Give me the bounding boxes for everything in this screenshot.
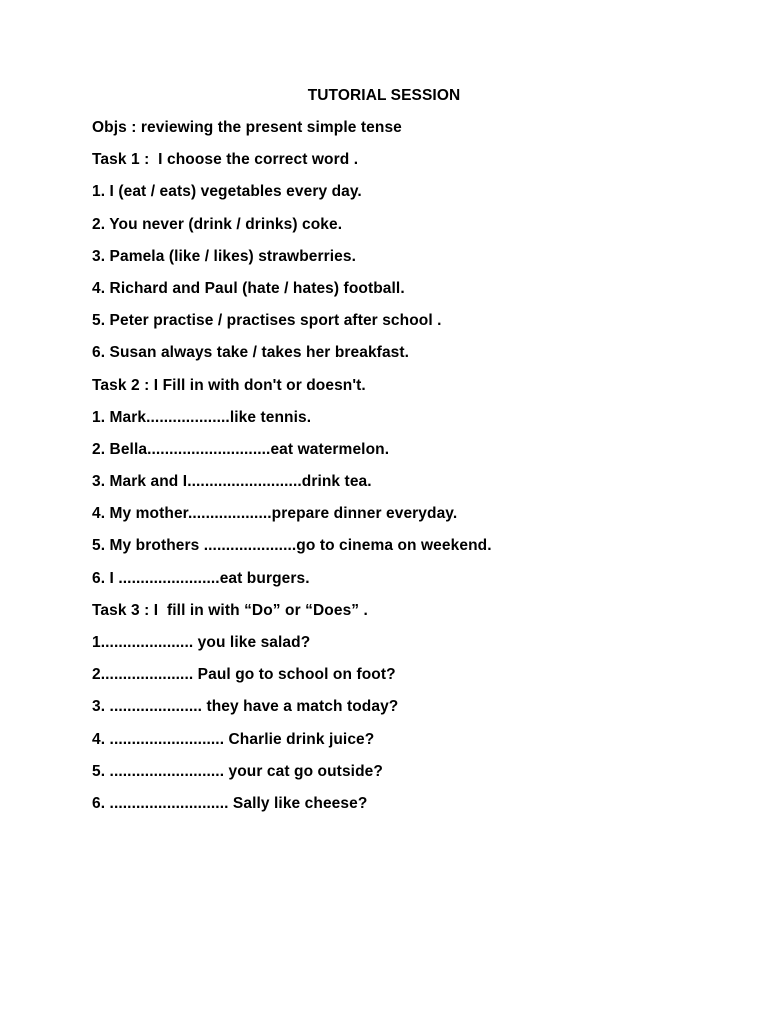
task-1-item-2: 2. You never (drink / drinks) coke. xyxy=(92,215,343,233)
task-2-item-6: 6. I .......................eat burgers. xyxy=(92,569,310,587)
document-title: TUTORIAL SESSION xyxy=(307,87,461,104)
task-2-heading: Task 2 : I Fill in with don't or doesn't. xyxy=(92,376,366,394)
task-1-item-6: 6. Susan always take / takes her breakfast. xyxy=(92,344,410,362)
task-2-item-1: 1. Mark...................like tennis. xyxy=(92,408,312,426)
objective-line: Objs : reviewing the present simple tense xyxy=(92,119,402,136)
task-1-item-4: 4. Richard and Paul (hate / hates) football. xyxy=(92,279,405,297)
task-3-item-3: 3. ..................... they have a match today? xyxy=(92,698,399,716)
task-1-heading: Task 1 : I choose the correct word . xyxy=(92,151,359,169)
task-3-item-5: 5. .......................... your cat go outside? xyxy=(92,762,383,780)
task-3-item-1: 1..................... you like salad? xyxy=(92,634,311,651)
task-3-item-4: 4. .......................... Charlie drink juice? xyxy=(92,730,375,748)
task-1-item-1: 1. I (eat / eats) vegetables every day. xyxy=(92,183,362,201)
task-3-item-6: 6. ........................... Sally like cheese? xyxy=(92,794,368,812)
task-2-item-3: 3. Mark and I..........................drink tea. xyxy=(92,473,372,491)
task-3-item-2: 2..................... Paul go to school on foot? xyxy=(92,666,396,684)
task-1-item-5: 5. Peter practise / practises sport after school . xyxy=(92,312,442,330)
worksheet-body xyxy=(92,118,712,826)
task-2-item-4: 4. My mother...................prepare dinner everyday. xyxy=(92,505,458,523)
task-1-item-3: 3. Pamela (like / likes) strawberries. xyxy=(92,247,356,265)
task-2-item-2: 2. Bella............................eat watermelon. xyxy=(92,440,390,458)
task-3-heading: Task 3 : I fill in with “Do” or “Does” . xyxy=(92,601,368,619)
task-2-item-5: 5. My brothers .....................go to cinema on weekend. xyxy=(92,537,492,555)
